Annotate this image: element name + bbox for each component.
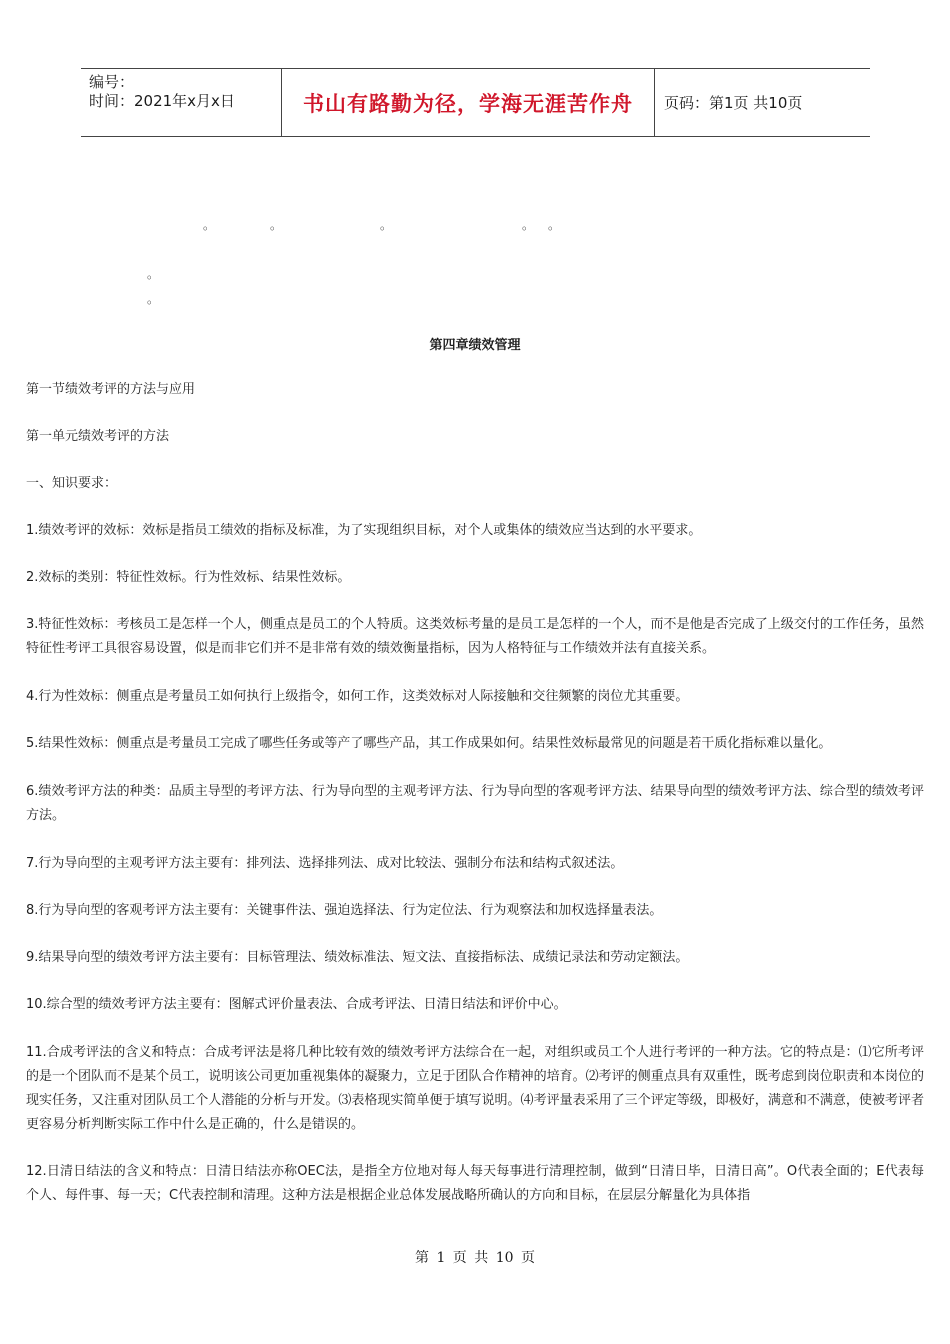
stray-dot: 。: [522, 218, 535, 232]
stray-dot: 。: [147, 267, 160, 281]
stray-dot: 。: [203, 218, 216, 232]
chapter-title: 第四章绩效管理: [429, 338, 521, 353]
stray-dot: 。: [270, 218, 283, 232]
paragraph: 7.行为导向型的主观考评方法主要有：排列法、选择排列法、成对比较法、强制分布法和结构式叙述法。: [26, 856, 624, 871]
subheading-knowledge: 一、知识要求：: [26, 476, 118, 491]
paragraph: 1.绩效考评的效标：效标是指员工绩效的指标及标准，为了实现组织目标，对个人或集体的绩效应当达到的水平要求。: [26, 523, 702, 538]
paragraph: 9.结果导向型的绩效考评方法主要有：目标管理法、绩效标准法、短文法、直接指标法、成绩记录法和劳动定额法。: [26, 950, 689, 965]
stray-dot: 。: [147, 292, 160, 306]
stray-dot: 。: [380, 218, 393, 232]
document-time-label: 时间：2021年x月x日: [89, 92, 235, 110]
paragraph: 2.效标的类别：特征性效标。行为性效标、结果性效标。: [26, 570, 351, 585]
header-page-cell: [655, 69, 870, 136]
stray-dot: 。: [548, 218, 561, 232]
paragraph: 5.结果性效标：侧重点是考量员工完成了哪些任务或等产了哪些产品，其工作成果如何。结果性效标最常见的问题是若干质化指标难以量化。: [26, 736, 832, 751]
paragraph: 10.综合型的绩效考评方法主要有：图解式评价量表法、合成考评法、日清日结法和评价中心。: [26, 997, 567, 1012]
section-heading: 第一节绩效考评的方法与应用: [26, 382, 196, 397]
unit-heading: 第一单元绩效考评的方法: [26, 429, 170, 444]
paragraph: 4.行为性效标：侧重点是考量员工如何执行上级指令，如何工作，这类效标对人际接触和交往频繁的岗位尤其重要。: [26, 689, 689, 704]
paragraph: 8.行为导向型的客观考评方法主要有：关键事件法、强迫选择法、行为定位法、行为观察法和加权选择量表法。: [26, 903, 663, 918]
header-page-number: 页码：第1页 共10页: [664, 94, 803, 112]
header-info-cell: [81, 69, 281, 136]
header-motto-cell: [281, 69, 655, 136]
header-motto: 书山有路勤为径，学海无涯苦作舟: [303, 91, 633, 116]
page-header-table: [81, 68, 870, 137]
paragraph: 3.特征性效标：考核员工是怎样一个人，侧重点是员工的个人特质。这类效标考量的是员工是怎样的一个人，而不是他是否完成了上级交付的工作任务，虽然特征性考评工具很容易设置，似是而非它们并不是非常有效的绩效衡量指标，因为人格特征与工作绩效并法有直接关系。: [26, 617, 924, 656]
paragraph: 12.日清日结法的含义和特点：日清日结法亦称OEC法，是指全方位地对每人每天每事进行清理控制，做到“日清日毕，日清日高”。O代表全面的；E代表每个人、每件事、每一天；C代表控制和清理。这种方法是根据企业总体发展战略所确认的方向和目标，在层层分解量化为具体指: [26, 1164, 924, 1203]
paragraph: 6.绩效考评方法的种类：品质主导型的考评方法、行为导向型的主观考评方法、行为导向型的客观考评方法、结果导向型的绩效考评方法、综合型的绩效考评方法。: [26, 784, 924, 823]
page-footer: 第 1 页 共 10 页: [415, 1250, 535, 1266]
paragraph: 11.合成考评法的含义和特点：合成考评法是将几种比较有效的绩效考评方法综合在一起，对组织或员工个人进行考评的一种方法。它的特点是：⑴它所考评的是一个团队而不是某个员工，说明该公司更加重视集体的凝聚力，立足于团队合作精神的培育。⑵考评的侧重点具有双重性，既考虑到岗位职责和本岗位的现实任务，又注重对团队员工个人潜能的分析与开发。⑶表格现实简单便于填写说明。⑷考评量表采用了三个评定等级，即极好，满意和不满意，使被考评者更容易分析判断实际工作中什么是正确的，什么是错误的。: [26, 1045, 924, 1132]
document-number-label: 编号：: [89, 73, 135, 91]
